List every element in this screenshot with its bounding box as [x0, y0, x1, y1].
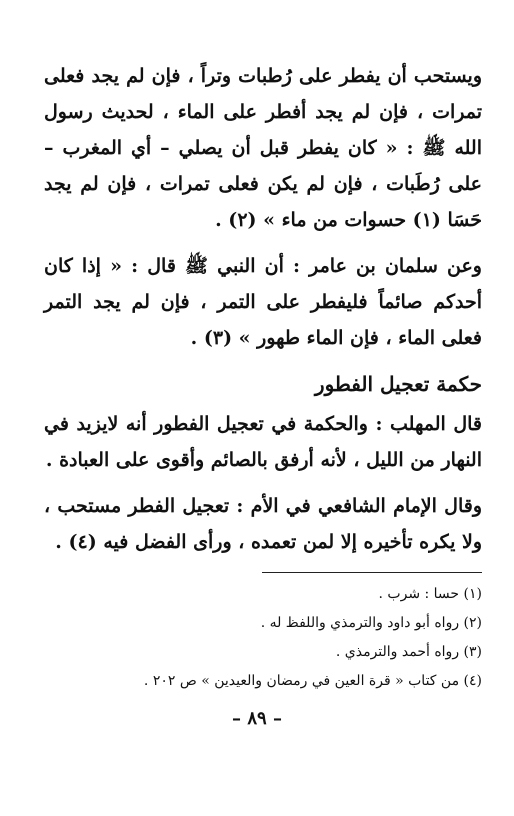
- paragraph-1: ويستحب أن يفطر على رُطبات وتراً ، فإن لم يجد فعلى تمرات ، فإن لم يجد أفطر على الماء ، لحديث رسول الله ﷺ : « كان يفطر قبل أن يصلي – أي المغرب – على رُطَبات ، فإن لم يكن فعلى تمرات ، فإن لم يجد حَسَا (١) حسوات من ماء » (٢) .: [44, 65, 482, 231]
- footnote-divider: [262, 572, 482, 573]
- footnote-3: (٣) رواه أحمد والترمذي .: [335, 644, 482, 660]
- section-heading: حكمة تعجيل الفطور: [314, 372, 482, 396]
- paragraph-4: وقال الإمام الشافعي في الأم : تعجيل الفطر مستحب ، ولا يكره تأخيره إلا لمن تعمده ، ورأى الفضل فيه (٤) .: [44, 495, 482, 553]
- footnotes: [60, 580, 482, 696]
- paragraph-2: وعن سلمان بن عامر : أن النبي ﷺ قال : « إذا كان أحدكم صائماً فليفطر على التمر ، فإن لم يجد التمر فعلى الماء ، فإن الماء طهور » (٣) .: [44, 255, 482, 349]
- page-body: [44, 58, 482, 560]
- page-number: – ٨٩ –: [232, 708, 282, 729]
- footnote-4: (٤) من كتاب « قرة العين في رمضان والعيدين » ص ٢٠٢ .: [143, 673, 482, 689]
- footnote-1: (١) حسا : شرب .: [378, 586, 482, 602]
- paragraph-3: قال المهلب : والحكمة في تعجيل الفطور أنه لايزيد في النهار من الليل ، لأنه أرفق بالصائم وأقوى على العبادة .: [44, 413, 482, 471]
- footnote-2: (٢) رواه أبو داود والترمذي واللفظ له .: [260, 615, 482, 631]
